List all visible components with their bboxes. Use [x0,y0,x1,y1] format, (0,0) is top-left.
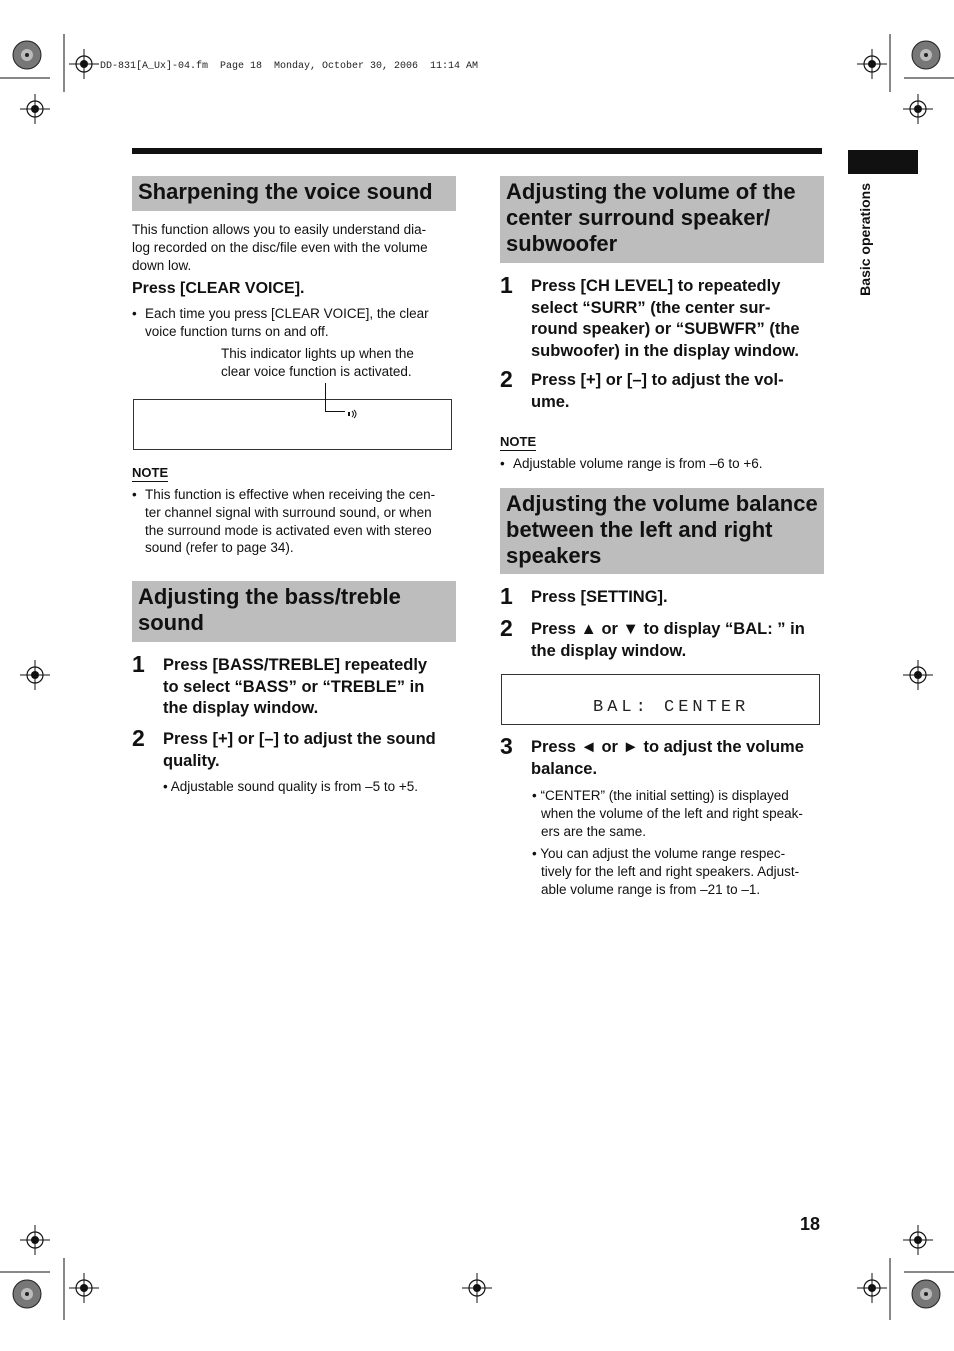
step-line: subwoofer) in the display window. [531,341,799,360]
heading-line: Adjusting the bass/treble [138,584,401,609]
heading-balance [500,488,824,574]
heading-line: sound [138,610,204,635]
step-line: ume. [531,392,570,411]
center-step-1-number: 1 [500,272,513,298]
bullet-line: Each time you press [CLEAR VOICE], the clear [145,306,429,321]
balance-step-1-text [531,587,831,609]
heading-line: center surround speaker/ [506,205,771,230]
indicator-caption [221,345,461,381]
heading-sharpening [132,176,456,211]
note-sharpening [132,464,168,482]
bass-step-1-number: 1 [132,651,145,677]
balance-step-3-number: 3 [500,733,513,759]
side-tab-label [855,183,883,313]
step-line: Press [+] or [–] to adjust the vol- [531,371,784,389]
indicator-leader-line [325,383,326,412]
sub-bullet-line: able volume range is from –21 to –1. [541,881,761,897]
side-tab-bar [848,150,918,174]
clear-voice-indicator-icon [347,406,359,424]
heading-line: Adjusting the volume of the [506,179,796,204]
intro-line: log recorded on the disc/file even with the volume [132,239,428,255]
step-line: Press [SETTING]. [531,588,668,606]
step-line: the display window. [531,641,687,660]
center-step-1-text [531,276,831,362]
sub-bullet-line: • You can adjust the volume range respec- [532,846,786,861]
balance-step-3-text [531,737,831,780]
balance-display [501,674,820,725]
intro-line: This function allows you to easily understand dia- [132,222,427,237]
caption-line: clear voice function is activated. [221,363,412,379]
sub-bullet-line: when the volume of the left and right speak- [541,805,803,821]
center-step-2-text [531,370,831,413]
heading-line: Adjusting the volume balance [506,491,818,516]
clear-voice-bullet: • Each time you press [CLEAR VOICE], the clear voice function turns on and off. [132,305,462,341]
step-line: Press [BASS/TREBLE] repeatedly [163,656,428,674]
step-line: Press [CH LEVEL] to repeatedly [531,277,781,295]
note-line: the surround mode is activated even with stereo [145,522,432,538]
balance-step-2-text [531,619,831,662]
heading-line: between the left and right [506,517,773,542]
note-sharpening-text: • This function is effective when receiving the cen- ter channel signal with surround sound, or when the surround mode is activated even with stereo sound (refer to page 34). [132,486,462,557]
balance-sub-bullet-2 [532,845,832,898]
heading-center-surround [500,176,824,263]
note-line: This function is effective when receiving the cen- [145,487,436,502]
caption-line: This indicator lights up when the [221,346,414,361]
step-line: Press ◄ or ► to adjust the volume [531,738,804,756]
note-center [500,433,536,451]
clear-voice-display [133,399,452,450]
balance-step-2-number: 2 [500,615,513,641]
bass-step-2-number: 2 [132,725,145,751]
note-label: NOTE [132,465,169,480]
bass-step-1-text [163,655,463,720]
step-line: select “SURR” (the center sur- [531,298,771,317]
sub-bullet-line: ers are the same. [541,823,647,839]
heading-sharpening-text: Sharpening the voice sound [138,179,433,204]
step-line: balance. [531,759,598,778]
step-line: quality. [163,751,220,770]
note-line: sound (refer to page 34). [145,540,294,556]
heading-bass-treble [132,581,456,642]
note-label: NOTE [500,434,537,449]
note-line: Adjustable volume range is from –6 to +6. [513,456,763,471]
sub-bullet-line: tively for the left and right speakers. Adjust- [541,863,800,879]
top-rule [132,148,822,154]
bass-step-2-text [163,729,463,772]
step-line: to select “BASS” or “TREBLE” in [163,677,425,696]
bullet-line: voice function turns on and off. [145,323,329,339]
heading-line: subwoofer [506,231,618,256]
indicator-leader-foot [325,411,345,412]
heading-line: speakers [506,543,602,568]
step-line: Press [+] or [–] to adjust the sound [163,730,436,748]
balance-sub-bullet-1 [532,787,832,840]
intro-line: down low. [132,257,192,273]
balance-step-1-number: 1 [500,583,513,609]
balance-display-text: BAL: CENTER [593,698,750,717]
step-line: the display window. [163,699,319,717]
step-line: Press ▲ or ▼ to display “BAL: ” in [531,620,805,638]
sub-bullet-line: • “CENTER” (the initial setting) is displayed [532,788,789,803]
file-header: DD-831[A_Ux]-04.fm Page 18 Monday, October 30, 2006 11:14 AM [100,61,479,72]
note-center-text: • Adjustable volume range is from –6 to +6. [500,456,763,471]
press-clear-voice: Press [CLEAR VOICE]. [132,280,305,297]
sharpening-intro [132,221,462,274]
side-tab-text: Basic operations [857,183,873,296]
note-line: ter channel signal with surround sound, or when [145,504,432,520]
center-step-2-number: 2 [500,366,513,392]
bass-sub-bullet: • Adjustable sound quality is from –5 to +5. [163,779,419,794]
step-line: round speaker) or “SUBWFR” (the [531,320,800,338]
page-number: 18 [800,1214,821,1234]
